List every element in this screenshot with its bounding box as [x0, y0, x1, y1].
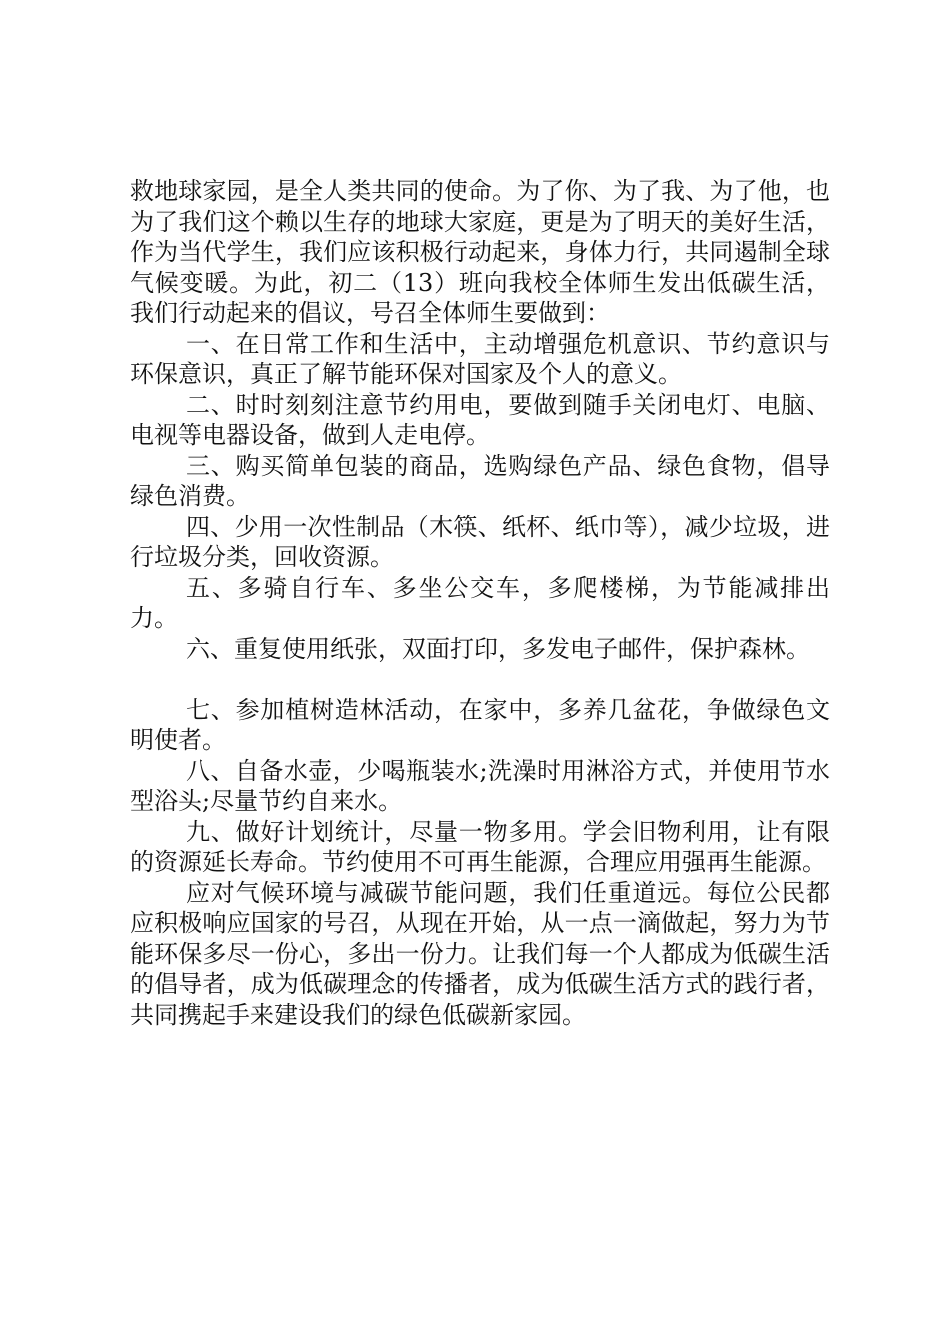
paragraph-item-8: 八、自备水壶，少喝瓶装水;洗澡时用淋浴方式，并使用节水型浴头;尽量节约自来水。 [130, 756, 830, 815]
paragraph-item-2: 二、时时刻刻注意节约用电，要做到随手关闭电灯、电脑、电视等电器设备，做到人走电停。 [130, 390, 830, 449]
paragraph-item-4: 四、少用一次性制品（木筷、纸杯、纸巾等），减少垃圾，进行垃圾分类，回收资源。 [130, 512, 830, 571]
paragraph-item-3: 三、购买简单包装的商品，选购绿色产品、绿色食物，倡导绿色消费。 [130, 451, 830, 510]
blank-line [130, 664, 830, 695]
paragraph-intro: 救地球家园，是全人类共同的使命。为了你、为了我、为了他，也为了我们这个赖以生存的地球大家庭，更是为了明天的美好生活，作为当代学生，我们应该积极行动起来，身体力行，共同遏制全球气候变暖。为此，初二（13）班向我校全体师生发出低碳生活，我们行动起来的倡议，号召全体师生要做到： [130, 177, 830, 327]
paragraph-item-7: 七、参加植树造林活动，在家中，多养几盆花，争做绿色文明使者。 [130, 695, 830, 754]
paragraph-item-1: 一、在日常工作和生活中，主动增强危机意识、节约意识与环保意识，真正了解节能环保对国家及个人的意义。 [130, 329, 830, 388]
document-body [130, 176, 830, 1030]
paragraph-item-5: 五、多骑自行车、多坐公交车，多爬楼梯，为节能减排出力。 [130, 573, 830, 632]
paragraph-item-9: 九、做好计划统计，尽量一物多用。学会旧物利用，让有限的资源延长寿命。节约使用不可再生能源，合理应用强再生能源。 [130, 817, 830, 876]
paragraph-item-6: 六、重复使用纸张，双面打印，多发电子邮件，保护森林。 [186, 634, 810, 663]
paragraph-conclusion: 应对气候环境与减碳节能问题，我们任重道远。每位公民都应积极响应国家的号召，从现在开始，从一点一滴做起，努力为节能环保多尽一份心，多出一份力。让我们每一个人都成为低碳生活的倡导者，成为低碳理念的传播者，成为低碳生活方式的践行者，共同携起手来建设我们的绿色低碳新家园。 [130, 878, 830, 1029]
